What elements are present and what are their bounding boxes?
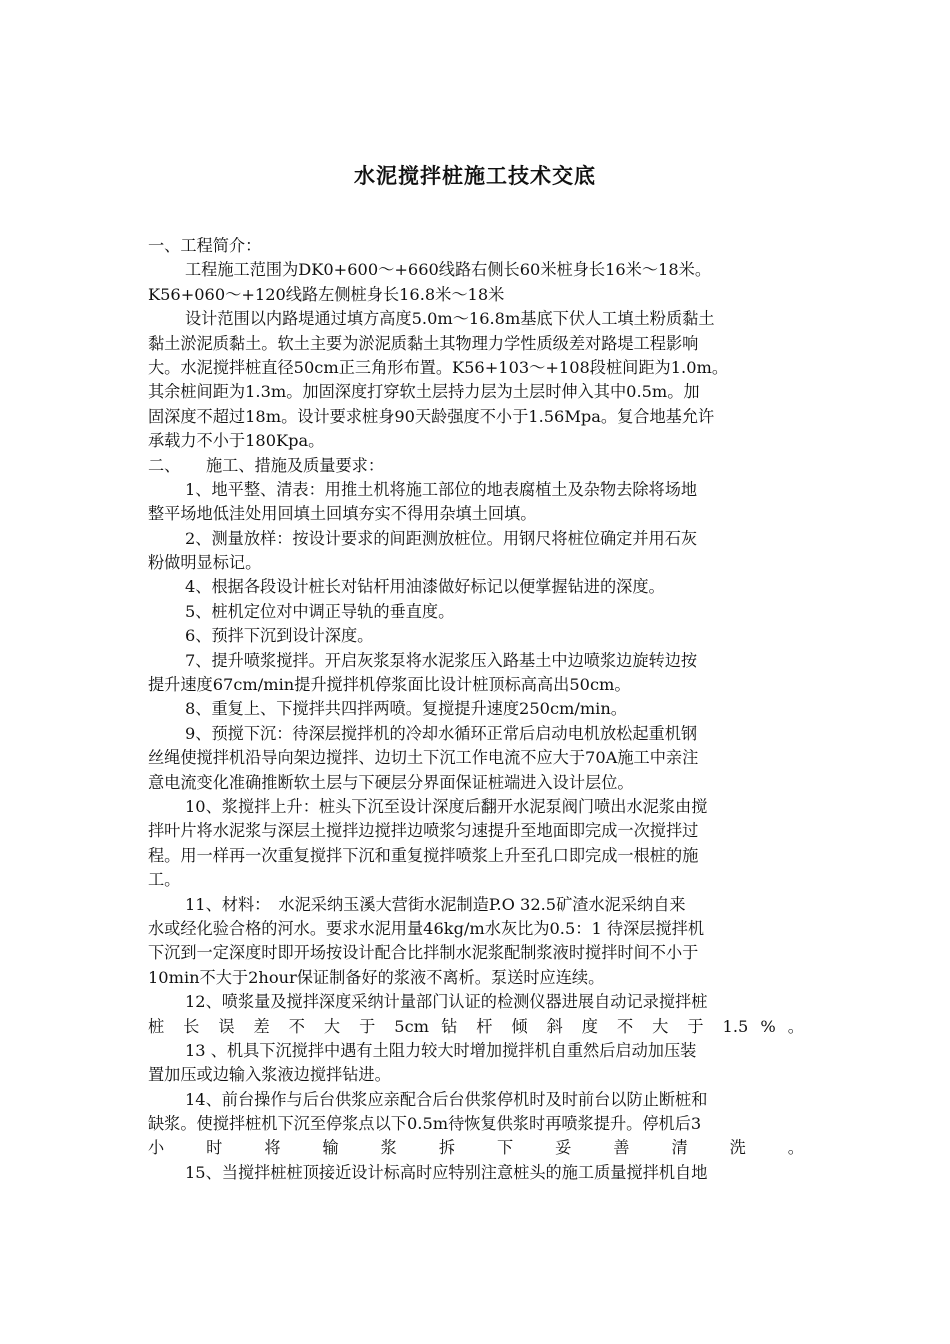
list-item-line: 2、测量放样：按设计要求的间距测放桩位。用钢尺将桩位确定并用石灰	[185, 528, 698, 548]
list-item-line: 11、材料： 水泥采纳玉溪大营街水泥制造P.O 32.5矿渣水泥采纳自来	[185, 894, 686, 914]
list-item-line: 14、前台操作与后台供浆应亲配合后台供浆停机时及时前台以防止断桩和	[185, 1089, 708, 1109]
list-item-line: 丝绳使搅拌机沿导向架边搅拌、边切土下沉工作电流不应大于70A施工中亲注	[148, 748, 699, 768]
list-item-line: 置加压或边输入浆液边搅拌钻进。	[148, 1065, 391, 1085]
list-item-line: 15、当搅拌桩桩顶接近设计标高时应特别注意桩头的施工质量搅拌机自地	[185, 1162, 708, 1182]
list-item-line: 10、浆搅拌上升：桩头下沉至设计深度后翻开水泥泵阀门喷出水泥浆由搅	[185, 796, 708, 816]
list-item-line: 7、提升喷浆搅拌。开启灰浆泵将水泥浆压入路基土中边喷浆边旋转边按	[185, 650, 698, 670]
list-item-line: 4、根据各段设计桩长对钻杆用油漆做好标记以便掌握钻进的深度。	[185, 577, 665, 597]
list-item-line: 意电流变化准确推断软土层与下硬层分界面保证桩端进入设计层位。	[148, 772, 634, 792]
list-item-line: 9、预搅下沉：待深层搅拌机的冷却水循环正常后启动电机放松起重机钢	[185, 723, 698, 743]
list-item-line: 6、预拌下沉到设计深度。	[185, 626, 374, 646]
list-item-line: 整平场地低洼处用回填土回填夯实不得用杂填土回填。	[148, 504, 537, 524]
list-item-line: 小 时 将 输 浆 拆 下 妥 善 清 洗 。	[148, 1138, 804, 1158]
paragraph-line: 固深度不超过18m。设计要求桩身90天龄强度不小于1.56Mpa。复合地基允许	[148, 406, 715, 426]
list-item-line: 缺浆。使搅拌桩机下沉至停浆点以下0.5m待恢复供浆时再喷浆提升。停机后3	[148, 1114, 702, 1134]
paragraph-line: 其余桩间距为1.3m。加固深度打穿软土层持力层为土层时伸入其中0.5m。加	[148, 382, 700, 402]
list-item-line: 提升速度67cm/min提升搅拌机停浆面比设计桩顶标高高出50cm。	[148, 675, 631, 695]
section-number: 二、	[148, 455, 181, 475]
paragraph-line: K56+060～+120线路左侧桩身长16.8米～18米	[148, 284, 505, 304]
section-heading-text: 施工、措施及质量要求：	[206, 455, 385, 475]
list-item-line: 程。用一样再一次重复搅拌下沉和重复搅拌喷浆上升至孔口即完成一根桩的施	[148, 845, 699, 865]
list-item-line: 粉做明显标记。	[148, 553, 262, 573]
paragraph-line: 大。水泥搅拌桩直径50cm正三角形布置。K56+103～+108段桩间距为1.0m。	[148, 357, 729, 377]
document-body	[148, 234, 804, 1185]
paragraph-line: 设计范围以内路堤通过填方高度5.0m～16.8m基底下伏人工填土粉质黏土	[185, 309, 715, 329]
paragraph-line: 承载力不小于180Kpa。	[148, 431, 325, 451]
list-item-line: 1、地平整、清表：用推土机将施工部位的地表腐植土及杂物去除将场地	[185, 479, 698, 499]
list-item-line: 拌叶片将水泥浆与深层土搅拌边搅拌边喷浆匀速提升至地面即完成一次搅拌过	[148, 821, 699, 841]
list-item-line: 水或经化验合格的河水。要求水泥用量46kg/m水灰比为0.5：1 待深层搅拌机	[148, 918, 705, 938]
list-item-line: 13 、机具下沉搅拌中遇有土阻力较大时增加搅拌机自重然后启动加压装	[185, 1040, 697, 1060]
document-title: 水泥搅拌桩施工技术交底	[354, 164, 596, 188]
list-item-line: 下沉到一定深度时即开场按设计配合比拌制水泥浆配制浆液时搅拌时间不小于	[148, 943, 699, 963]
list-item-line: 工。	[148, 870, 181, 890]
list-item-line: 5、桩机定位对中调正导轨的垂直度。	[185, 601, 455, 621]
list-item-line: 8、重复上、下搅拌共四拌两喷。复搅提升速度250cm/min。	[185, 699, 627, 719]
section-heading	[148, 454, 804, 478]
list-item-line: 桩 长 误 差 不 大 于 5cm 钻 杆 倾 斜 度 不 大 于 1.5 % 。	[148, 1016, 804, 1036]
section-heading: 一、工程简介：	[148, 236, 262, 255]
paragraph-line: 工程施工范围为DK0+600～+660线路右侧长60米桩身长16米～18米。	[185, 260, 712, 280]
list-item-line: 12、喷浆量及搅拌深度采纳计量部门认证的检测仪器进展自动记录搅拌桩	[185, 992, 708, 1012]
paragraph-line: 黏土淤泥质黏土。软土主要为淤泥质黏土其物理力学性质级差对路堤工程影响	[148, 333, 699, 353]
list-item-line: 10min不大于2hour保证制备好的浆液不离析。泵送时应连续。	[148, 967, 605, 987]
